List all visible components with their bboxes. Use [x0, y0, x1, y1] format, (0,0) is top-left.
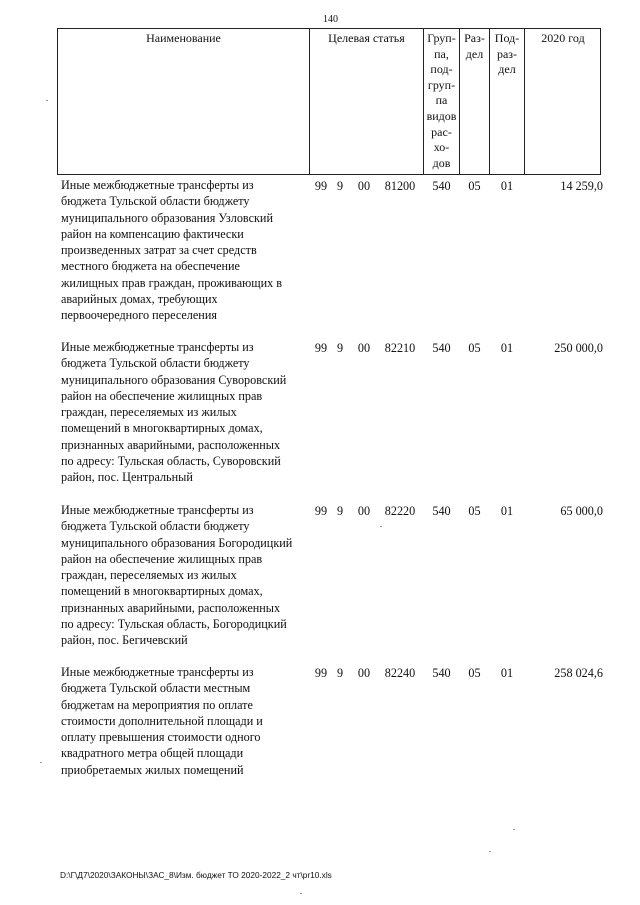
header-group-line: па, — [434, 46, 449, 61]
row-name-line: помещений в многоквартирных домах, — [61, 584, 263, 599]
header-section-line: Раз- — [464, 31, 485, 45]
row-name-line: муниципального образования Богородицкий — [61, 535, 293, 550]
subsection-code: 01 — [500, 666, 514, 680]
section-code: 05 — [468, 341, 481, 355]
header-group-line: па — [435, 93, 448, 108]
code-direction: 81200 — [384, 179, 416, 193]
code-activity: 00 — [357, 341, 371, 355]
row-name-line: граждан, переселяемых из жилых — [61, 405, 237, 420]
section-code: 05 — [468, 666, 481, 680]
row-name-line: первоочередного переселения — [61, 308, 217, 323]
section-code: 05 — [468, 504, 481, 518]
header-subsection — [490, 31, 524, 78]
scan-speck — [513, 829, 515, 830]
page-number: 140 — [323, 14, 338, 25]
subsection-code: 01 — [500, 341, 514, 355]
scan-speck — [489, 851, 491, 852]
row-name-line: жилищных прав граждан, проживающих в — [61, 275, 283, 290]
scan-speck — [46, 100, 48, 101]
group-code: 540 — [432, 666, 451, 680]
header-group-line: груп- — [427, 77, 456, 92]
code-program: 99 — [314, 504, 328, 518]
code-direction: 82210 — [384, 341, 416, 355]
code-activity: 00 — [357, 666, 371, 680]
row-name-line: бюджета Тульской области бюджету — [61, 519, 250, 534]
row-name-line: район на обеспечение жилищных прав — [61, 551, 263, 566]
code-subprogram: 9 — [336, 341, 344, 355]
scan-speck — [40, 762, 42, 763]
group-code: 540 — [432, 179, 451, 193]
row-name-line: граждан, переселяемых из жилых — [61, 568, 237, 583]
group-code: 540 — [432, 504, 451, 518]
header-name: Наименование — [146, 31, 221, 45]
header-subsection-line: Под- — [494, 31, 520, 45]
amount: 250 000,0 — [554, 341, 603, 355]
subsection-code: 01 — [500, 504, 514, 518]
row-name-line: оплату превышения стоимости одного — [61, 730, 261, 745]
code-subprogram: 9 — [336, 666, 344, 680]
column-divider — [524, 28, 525, 175]
row-name — [61, 664, 309, 778]
row-name — [61, 502, 309, 649]
row-name-line: муниципального образования Узловский — [61, 210, 273, 225]
header-group-line: рас- — [431, 124, 452, 139]
row-name-line: бюджета Тульской области местным — [61, 681, 251, 696]
header-group-line: дов — [432, 155, 451, 170]
row-name-line: стоимости дополнительной площади и — [61, 713, 263, 728]
row-name-line: бюджета Тульской области бюджету — [61, 194, 250, 209]
code-activity: 00 — [357, 179, 371, 193]
scan-speck — [300, 893, 302, 894]
row-name-line: по адресу: Тульская область, Суворовский — [61, 454, 281, 469]
header-group-line: под- — [430, 62, 453, 77]
row-name-line: помещений в многоквартирных домах, — [61, 421, 263, 436]
row-name-line: Иные межбюджетные трансферты из — [61, 340, 254, 354]
code-activity: 00 — [357, 504, 371, 518]
column-divider — [309, 28, 310, 175]
header-group — [424, 31, 459, 171]
row-name-line: Иные межбюджетные трансферты из — [61, 665, 254, 679]
code-program: 99 — [314, 666, 328, 680]
row-name-line: Иные межбюджетные трансферты из — [61, 503, 254, 517]
row-name-line: признанных аварийными, расположенных — [61, 437, 281, 452]
amount: 258 024,6 — [554, 666, 603, 680]
header-group-line: хо- — [433, 140, 450, 155]
amount: 65 000,0 — [560, 504, 603, 518]
row-name-line: район, пос. Центральный — [61, 470, 193, 485]
header-group-line: Груп- — [427, 31, 456, 45]
code-subprogram: 9 — [336, 179, 344, 193]
header-target-article: Целевая статья — [328, 31, 405, 45]
subsection-code: 01 — [500, 179, 514, 193]
header-section — [460, 31, 489, 62]
row-name — [61, 177, 309, 324]
footer-file-path: D:\Г\Д7\2020\ЗАКОНЫ\ЗАС_8\Изм. бюджет ТО 2020-2022_2 чт\pr10.xls — [60, 870, 332, 880]
row-name-line: бюджетам на мероприятия по оплате — [61, 697, 253, 712]
row-name-line: район, пос. Бегичевский — [61, 633, 188, 648]
group-code: 540 — [432, 341, 451, 355]
row-name-line: признанных аварийными, расположенных — [61, 600, 281, 615]
row-name-line: муниципального образования Суворовский — [61, 372, 287, 387]
row-name-line: по адресу: Тульская область, Богородицкий — [61, 617, 287, 632]
section-code: 05 — [468, 179, 481, 193]
row-name-line: квадратного метра общей площади — [61, 746, 244, 761]
code-subprogram: 9 — [336, 504, 344, 518]
scan-speck — [380, 526, 382, 527]
row-name-line: Иные межбюджетные трансферты из — [61, 178, 254, 192]
code-direction: 82240 — [384, 666, 416, 680]
row-name-line: приобретаемых жилых помещений — [61, 762, 244, 777]
row-name-line: район на компенсацию фактически — [61, 226, 244, 241]
row-name-line: местного бюджета на обеспечение — [61, 259, 240, 274]
code-program: 99 — [314, 179, 328, 193]
row-name — [61, 339, 309, 486]
header-group-line: видов — [426, 108, 457, 123]
code-program: 99 — [314, 341, 328, 355]
code-direction: 82220 — [384, 504, 416, 518]
row-name-line: аварийных домах, требующих — [61, 292, 218, 307]
header-year: 2020 год — [541, 31, 585, 45]
header-section-line: дел — [465, 46, 484, 61]
header-subsection-line: раз- — [496, 46, 518, 61]
row-name-line: произведенных затрат за счет средств — [61, 243, 257, 258]
row-name-line: бюджета Тульской области бюджету — [61, 356, 250, 371]
row-name-line: район на обеспечение жилищных прав — [61, 388, 263, 403]
header-subsection-line: дел — [498, 62, 516, 77]
amount: 14 259,0 — [560, 179, 603, 193]
